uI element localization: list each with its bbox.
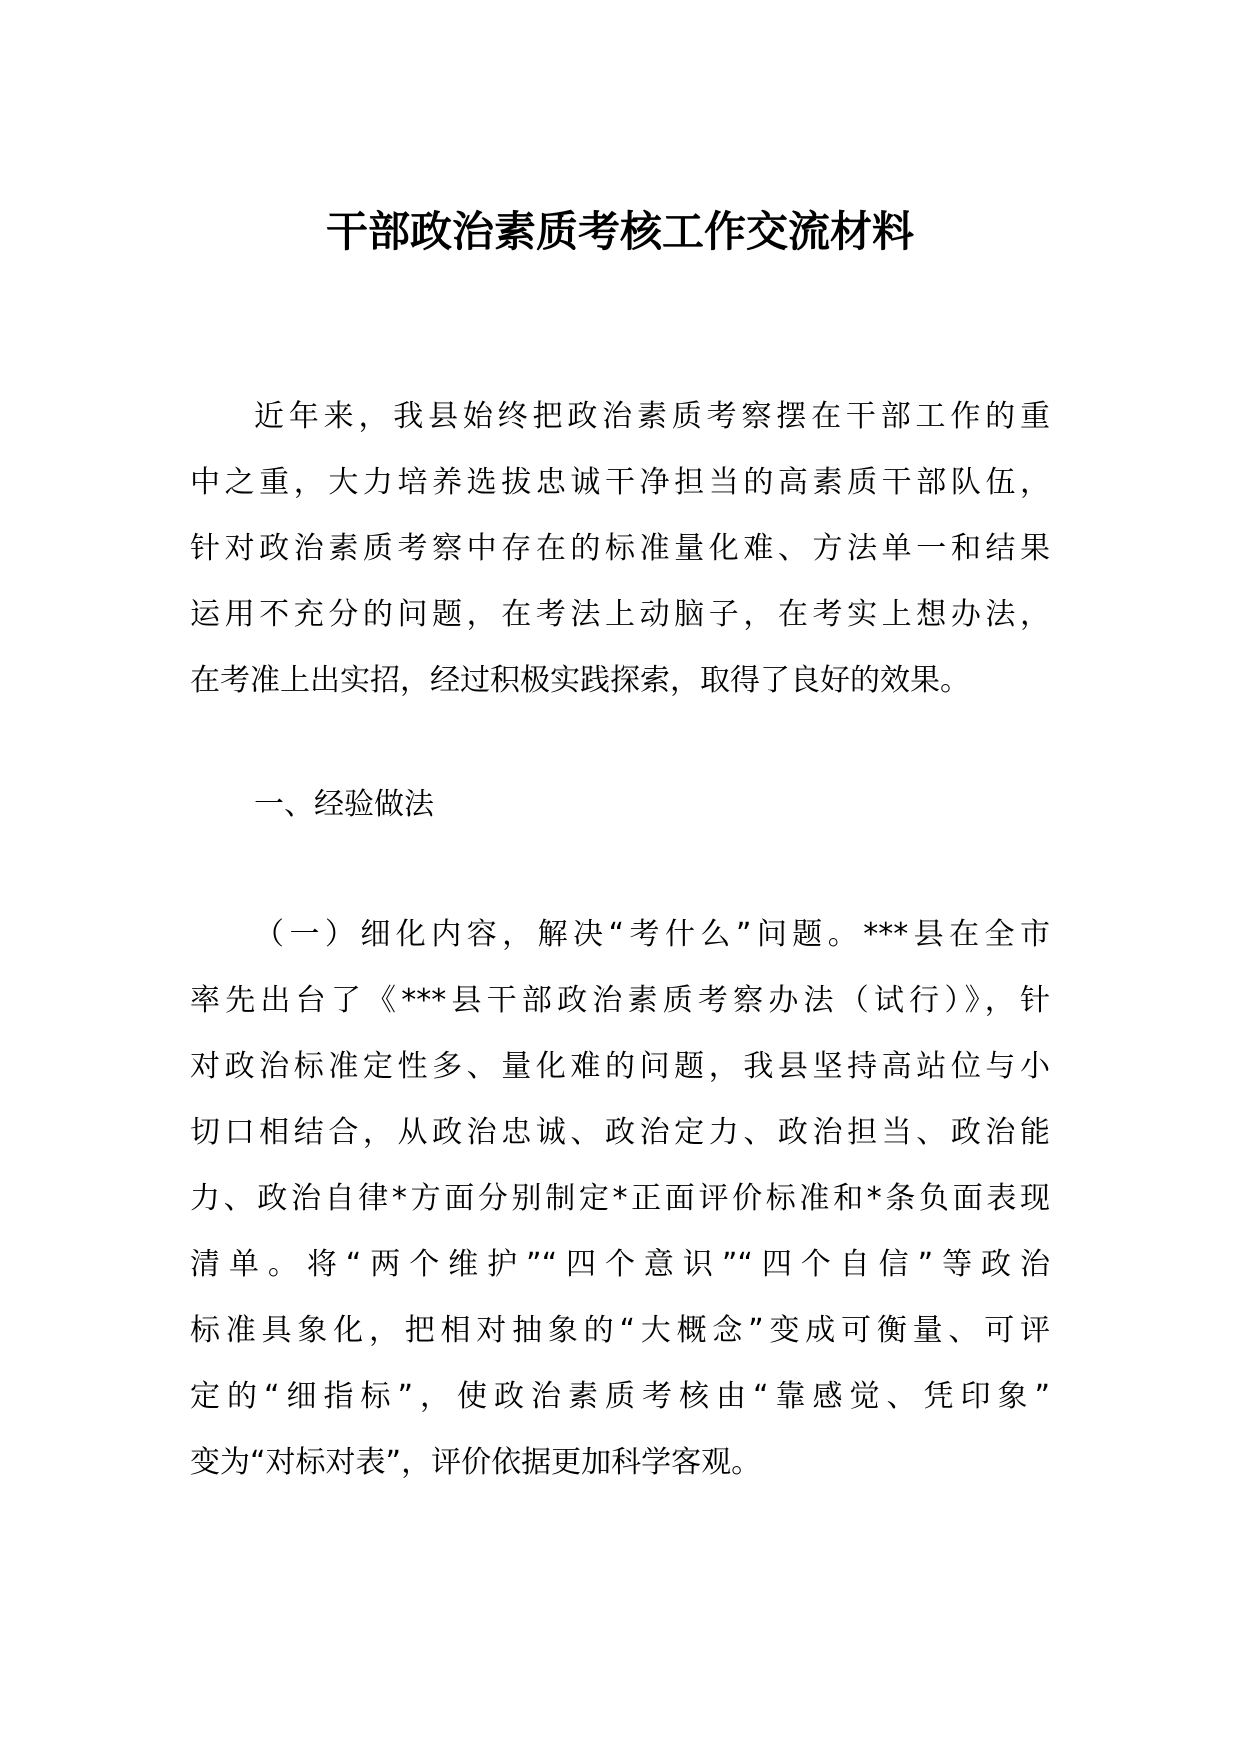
document-title: 干部政治素质考核工作交流材料: [325, 207, 914, 256]
paragraph-line: 近年来，我县始终把政治素质考察摆在干部工作的重: [254, 399, 1050, 434]
paragraph-line: （一）细化内容，解决“考什么”问题。***县在全市: [254, 917, 1050, 952]
paragraph-line: 中之重，大力培养选拔忠诚干净担当的高素质干部队伍，: [190, 465, 1050, 500]
paragraph-line: 率先出台了《***县干部政治素质考察办法（试行）》，针: [190, 983, 1050, 1018]
subsection-paragraph: [190, 902, 1050, 1496]
paragraph-line: 对政治标准定性多、量化难的问题，我县坚持高站位与小: [190, 1049, 1050, 1084]
paragraph-line: 在考准上出实招，经过积极实践探索，取得了良好的效果。: [190, 663, 970, 698]
intro-paragraph: [190, 384, 1050, 714]
paragraph-line: 切口相结合，从政治忠诚、政治定力、政治担当、政治能: [190, 1115, 1050, 1150]
section-heading: 一、经验做法: [254, 787, 434, 822]
paragraph-line: 变为“对标对表”，评价依据更加科学客观。: [190, 1445, 762, 1480]
paragraph-line: 定的“细指标”，使政治素质考核由“靠感觉、凭印象”: [190, 1379, 1050, 1414]
paragraph-line: 标准具象化，把相对抽象的“大概念”变成可衡量、可评: [190, 1313, 1050, 1348]
paragraph-line: 针对政治素质考察中存在的标准量化难、方法单一和结果: [190, 531, 1050, 566]
paragraph-line: 清单。将“两个维护”“四个意识”“四个自信”等政治: [190, 1247, 1050, 1282]
paragraph-line: 力、政治自律*方面分别制定*正面评价标准和*条负面表现: [190, 1181, 1050, 1216]
section-heading-block: [190, 772, 1050, 838]
paragraph-line: 运用不充分的问题，在考法上动脑子，在考实上想办法，: [190, 597, 1050, 632]
